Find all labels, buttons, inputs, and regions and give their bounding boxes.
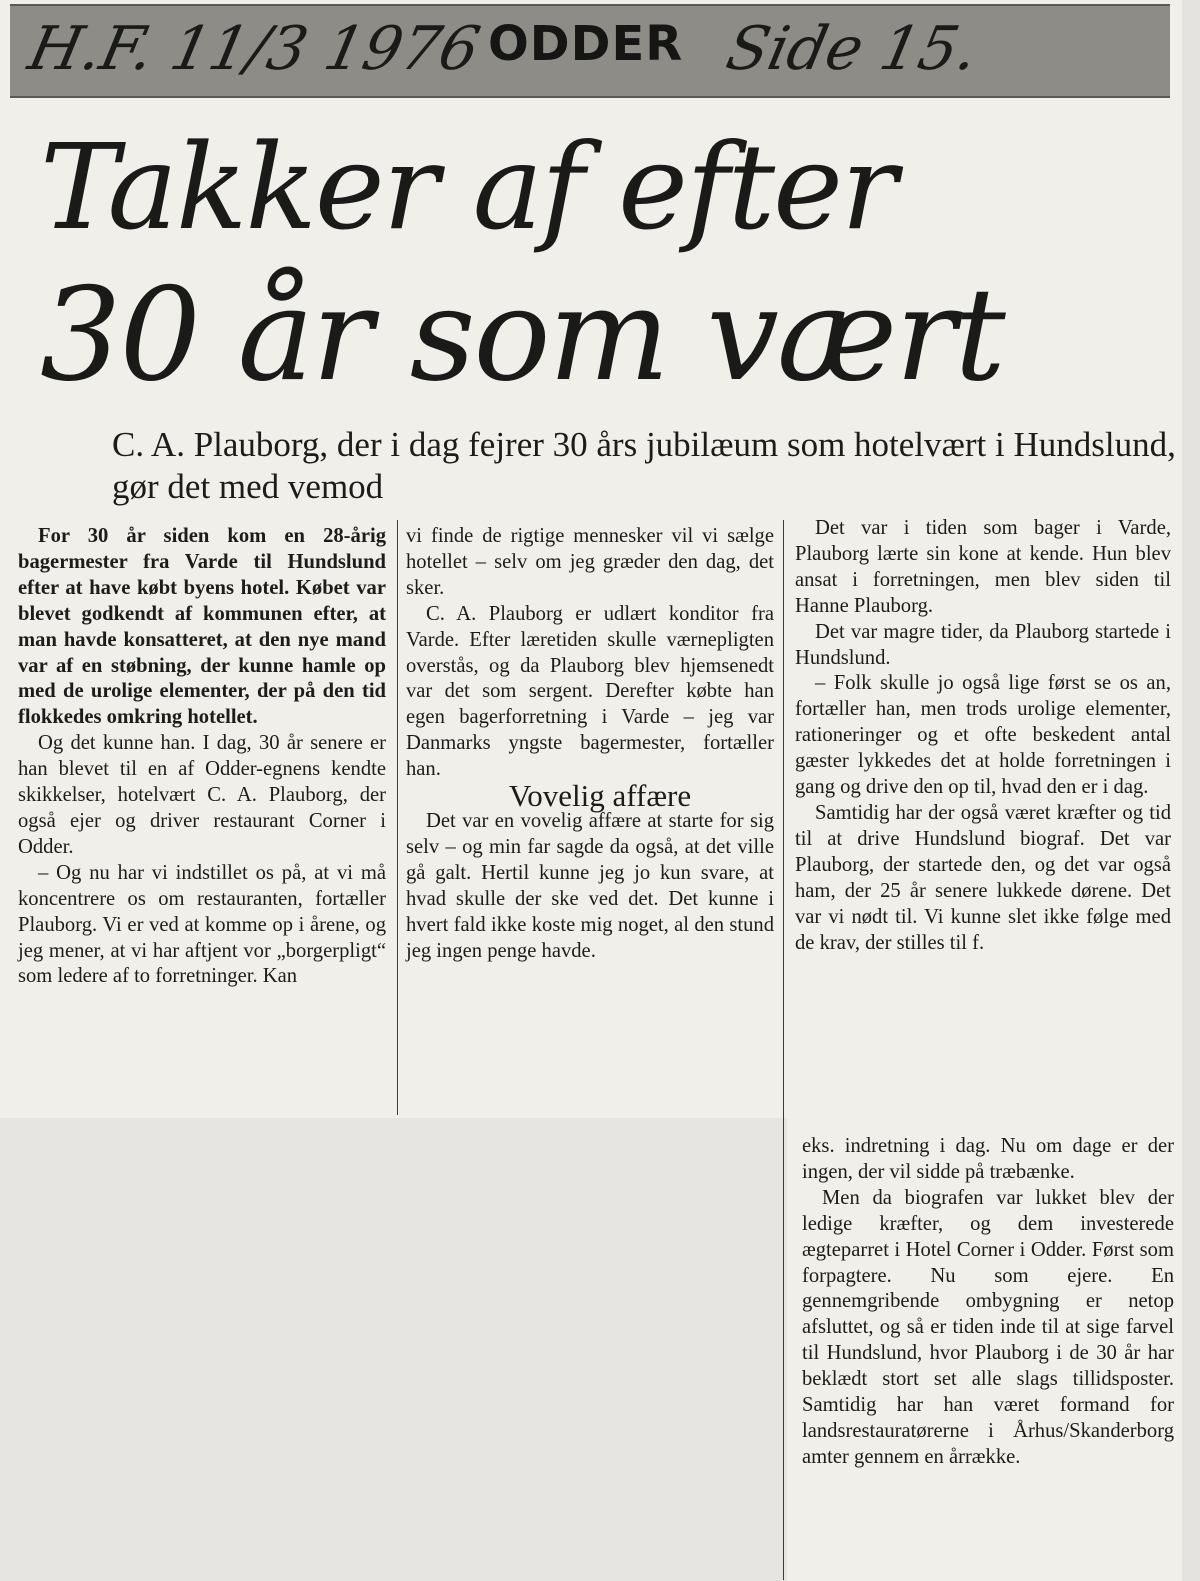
paragraph: Men da biografen var lukket blev der ledige kræfter, og dem investerede ægteparret i Hotel Corner i Odder. Først som forpagtere. Nu som ejere. En gennemgribende ombygning er netop afsluttet, og så er tiden inde til at sige farvel til Hundslund, hvor Plauborg i de 30 år har beklædt stort set alle slags tillidsposter. Samtidig har han været formand for landsrestauratørerne i Århus/Skanderborg amter gennem en årrække. [802,1186,1174,1468]
paragraph: Det var magre tider, da Plauborg startede i Hundslund. [795,620,1171,669]
paragraph: Det var i tiden som bager i Varde, Plauborg lærte sin kone at kende. Hun blev ansat i forretningen, men blev siden til Hanne Plauborg. [795,517,1171,617]
paragraph: – Folk skulle jo også lige først se os an, fortæller han, men trods urolige elementer, rationeringer og et ofte beskedent antal gæster lykkedes det at holde forretningen i gang og drive den op til, hvad den er i dag. [795,672,1171,799]
headline-line-1: Takker af efter [40,118,896,256]
header-bar [10,4,1170,98]
paragraph: Det var en vovelig affære at starte for sig selv – og min far sagde da også, at det ville gå galt. Hertil kunne jeg jo kun svare, at hvad skulle der ske ved det. Det kunne i hvert fald ikke koste mig noget, al den stund jeg ingen penge havde. [406,809,774,962]
section-name: ODDER [488,16,684,72]
column-3 [795,516,1171,956]
column-2 [406,524,774,964]
headline-line-2: 30 år som vært [40,261,1004,410]
column-rule-2 [783,520,784,1580]
subheading: Vovelig affære [508,778,692,814]
subheadline: C. A. Plauborg, der i dag fejrer 30 års jubilæum som hotelvært i Hundslund, gør det med vemod [112,425,1176,506]
paragraph: Og det kunne han. I dag, 30 år senere er han blevet til en af Odder-egnens kendte skikkelser, hotelvært C. A. Plauborg, der også ejer og driver restaurant Corner i Odder. [18,732,386,858]
paragraph: C. A. Plauborg er udlært konditor fra Varde. Efter læretiden skulle værnepligten overstås, og da Plauborg blev hjemsenedt var det som sergent. Derefter købte han egen bagerforretning i Varde – jeg var Danmarks yngste bagermester, fortæller han. [406,602,774,781]
column-rule-1 [397,520,398,1115]
paragraph: – Og nu har vi indstillet os på, at vi må koncentrere os om restauranten, fortæller Plauborg. Vi er ved at komme op i årene, og jeg mener, at vi har aftjent vor „borgerpligt“ som ledere af to forretninger. Kan [18,861,386,988]
handwritten-date: H.F. 11/3 1976 [22,14,486,84]
paragraph: eks. indretning i dag. Nu om dage er der ingen, der vil sidde på træbænke. [802,1135,1174,1183]
paragraph: Samtidig har der også været kræfter og tid til at drive Hundslund biograf. Det var Plauborg, der startede den, og det var også ham, der 25 år senere lukkede dørene. Det var vi nødt til. Vi kunne slet ikke følge med de krav, der stilles til f. [795,801,1171,954]
lead-paragraph: For 30 år siden kom en 28-årig bagermester fra Varde til Hundslund efter at have købt byens hotel. Købet var blevet godkendt af kommunen efter, at man havde konsatteret, at den nye mand var af en støbning, der kunne hamle op med de urolige elementer, der på den tid flokkedes omkring hotellet. [18,525,386,729]
blank-background [0,1118,787,1581]
paragraph: vi finde de rigtige mennesker vil vi sælge hotellet – selv om jeg græder den dag, det sker. [406,525,774,599]
handwritten-page: Side 15. [720,14,985,84]
column-4 [802,1134,1174,1471]
column-1 [18,524,386,990]
